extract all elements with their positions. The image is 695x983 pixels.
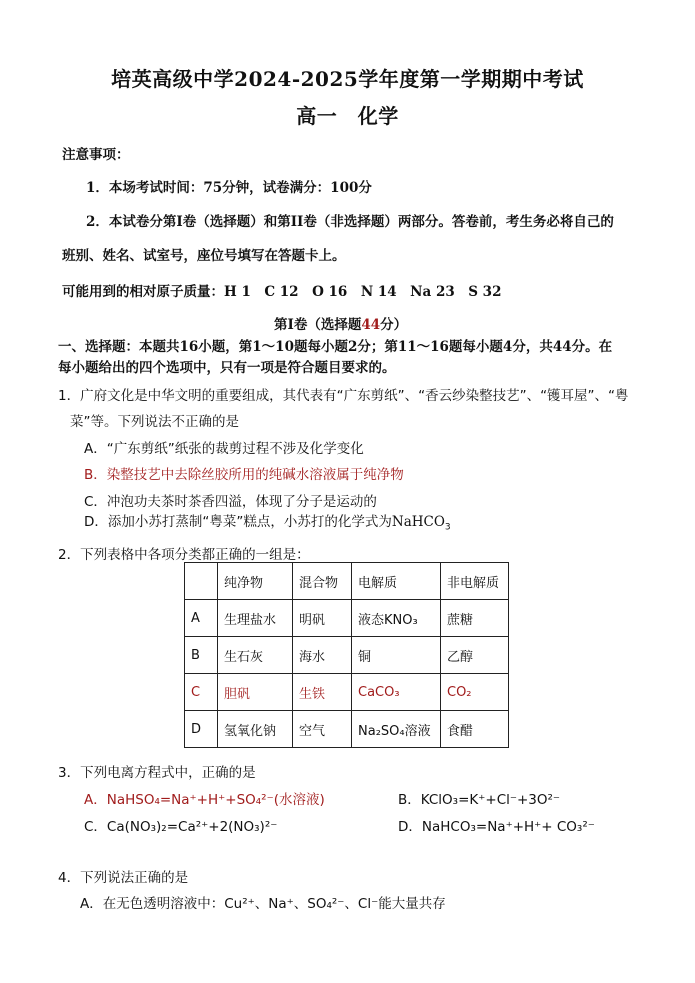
- table-cell: A: [185, 600, 218, 637]
- table-header-cell: [185, 563, 218, 600]
- table-cell: 氢氧化钠: [218, 711, 293, 748]
- atomic-mass-line: 可能用到的相对原子质量：H 1 C 12 O 16 N 14 Na 23 S 32: [62, 284, 502, 300]
- notes-heading: 注意事项：: [62, 147, 130, 163]
- table-header-row: [185, 563, 509, 600]
- table-row: [185, 637, 509, 674]
- table-cell: C: [185, 674, 218, 711]
- table-header-cell: 纯净物: [218, 563, 293, 600]
- table-cell: 乙醇: [441, 637, 509, 674]
- section-heading-prefix: 第I卷（选择题: [274, 317, 362, 333]
- table-cell: B: [185, 637, 218, 674]
- table-cell: 海水: [293, 637, 352, 674]
- table-cell: 明矾: [293, 600, 352, 637]
- table-cell: 空气: [293, 711, 352, 748]
- table-cell: 食醋: [441, 711, 509, 748]
- table-cell: 液态KNO₃: [352, 600, 441, 637]
- table-header-cell: 电解质: [352, 563, 441, 600]
- notes-item-2-line-1: 2．本试卷分第I卷（选择题）和第II卷（非选择题）两部分。答卷前，考生务必将自己的: [86, 214, 614, 230]
- q4-option-a: A．在无色透明溶液中：Cu²⁺、Na⁺、SO₄²⁻、Cl⁻能大量共存: [80, 896, 446, 912]
- q1-option-a: A．“广东剪纸”纸张的裁剪过程不涉及化学变化: [84, 441, 364, 457]
- table-cell: 铜: [352, 637, 441, 674]
- table-header-cell: 混合物: [293, 563, 352, 600]
- table-row-answer: [185, 674, 509, 711]
- table-cell: CaCO₃: [352, 674, 441, 711]
- section-intro-line-1: 一、选择题：本题共16小题，第1～10题每小题2分；第11～16题每小题4分，共44分。在: [58, 339, 613, 355]
- classification-table: [184, 562, 509, 748]
- table-cell: 生石灰: [218, 637, 293, 674]
- notes-item-1: 1．本场考试时间：75分钟，试卷满分：100分: [86, 180, 372, 196]
- q1-option-d-sub: 3: [444, 522, 451, 533]
- q1-option-b: B．染整技艺中去除丝胶所用的纯碱水溶液属于纯净物: [84, 467, 404, 483]
- q1-option-d-text: D．添加小苏打蒸制“粤菜”糕点，小苏打的化学式为: [84, 514, 392, 530]
- q3-option-d: D．NaHCO₃=Na⁺+H⁺+ CO₃²⁻: [398, 819, 595, 835]
- q3-option-a: A．NaHSO₄=Na⁺+H⁺+SO₄²⁻(水溶液): [84, 792, 325, 808]
- q3-option-c: C．Ca(NO₃)₂=Ca²⁺+2(NO₃)²⁻: [84, 819, 278, 835]
- q1-option-c: C．冲泡功夫茶时茶香四溢，体现了分子是运动的: [84, 494, 377, 510]
- q1-stem-line-1: 1．广府文化是中华文明的重要组成，其代表有“广东剪纸”、“香云纱染整技艺”、“镬耳屋”、“粤: [58, 388, 629, 404]
- exam-title: 培英高级中学2024-2025学年度第一学期期中考试: [111, 67, 584, 91]
- table-row: [185, 711, 509, 748]
- notes-item-2-line-2: 班别、姓名、试室号，座位号填写在答题卡上。: [62, 248, 346, 264]
- table-cell: CO₂: [441, 674, 509, 711]
- table-header-cell: 非电解质: [441, 563, 509, 600]
- q1-stem-line-2: 菜”等。下列说法不正确的是: [70, 414, 239, 430]
- section-heading: [274, 313, 407, 333]
- section-heading-score: 44: [361, 317, 381, 333]
- table-cell: 蔗糖: [441, 600, 509, 637]
- table-row: [185, 600, 509, 637]
- section-heading-suffix: 分）: [380, 317, 408, 333]
- q1-option-d-formula: NaHCO: [391, 514, 445, 530]
- table-cell: D: [185, 711, 218, 748]
- table-cell: 胆矾: [218, 674, 293, 711]
- section-intro-line-2: 每小题给出的四个选项中，只有一项是符合题目要求的。: [58, 360, 396, 376]
- exam-subtitle: 高一 化学: [296, 104, 399, 128]
- q4-stem: 4．下列说法正确的是: [58, 870, 189, 886]
- q3-option-b: B．KClO₃=K⁺+Cl⁻+3O²⁻: [398, 792, 561, 808]
- q1-option-d: [84, 510, 451, 533]
- table-cell: 生理盐水: [218, 600, 293, 637]
- q3-stem: 3．下列电离方程式中，正确的是: [58, 765, 256, 781]
- q2-stem: 2．下列表格中各项分类都正确的一组是：: [58, 547, 310, 563]
- table-cell: 生铁: [293, 674, 352, 711]
- table-cell: Na₂SO₄溶液: [352, 711, 441, 748]
